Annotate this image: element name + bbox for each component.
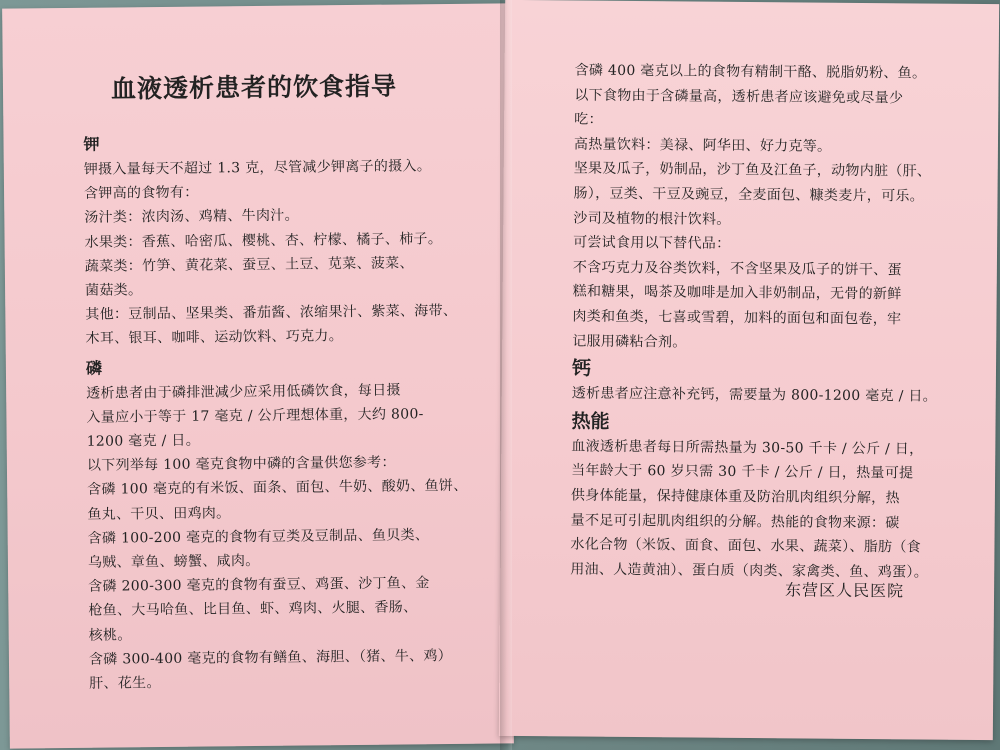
left-page: [2, 3, 514, 748]
text-line: 汤汁类：浓肉汤、鸡精、牛肉汁。: [84, 207, 299, 227]
text-line: 乌贼、章鱼、螃蟹、咸肉。: [87, 553, 260, 571]
document-title: 血液透析患者的饮食指导: [110, 71, 398, 104]
text-line: 肉类和鱼类，七喜或雪碧，加料的面包和面包卷，牢: [572, 308, 902, 328]
text-line: 含磷 200-300 毫克的食物有蚕豆、鸡蛋、沙丁鱼、金: [88, 575, 430, 596]
text-line: 吃：: [574, 111, 603, 128]
text-line: 血液透析患者每日所需热量为 30-50 千卡 / 公斤 / 日，: [571, 438, 924, 458]
text-line: 供身体能量，保持健康体重及防治肌肉组织分解，热: [570, 487, 900, 507]
energy-heading: 热能: [571, 410, 610, 433]
page-fold: [500, 0, 512, 750]
text-line: 肠），豆类、干豆及豌豆，全麦面包、糠类麦片，可乐。: [573, 185, 925, 205]
text-line: 枪鱼、大马哈鱼、比目鱼、虾、鸡肉、火腿、香肠、: [88, 599, 418, 620]
text-line: 水果类：香蕉、哈密瓜、樱桃、杏、柠檬、橘子、柿子。: [84, 230, 443, 251]
text-line: 当年龄大于 60 岁只需 30 千卡 / 公斤 / 日，热量可提: [571, 462, 914, 482]
text-line: 透析患者应注意补充钙，需要量为 800-1200 毫克 / 日。: [571, 385, 938, 405]
phosphorus-continued-section: [572, 58, 979, 357]
text-line: 核桃。: [88, 626, 132, 644]
text-line: 可尝试食用以下替代品：: [573, 234, 731, 252]
text-line: 木耳、银耳、咖啡、运动饮料、巧克力。: [85, 328, 344, 348]
text-line: 透析患者由于磷排泄减少应采用低磷饮食，每日摄: [86, 382, 401, 402]
text-line: 以下食物由于含磷量高，透析患者应该避免或尽量少: [574, 87, 904, 106]
text-line: 含钾高的食物有：: [84, 184, 199, 203]
text-line: 以下列举每 100 毫克食物中磷的含量供您参考：: [86, 454, 396, 475]
text-line: 不含巧克力及谷类饮料，不含坚果及瓜子的饼干、蛋: [572, 259, 902, 279]
right-page: [499, 0, 999, 740]
text-line: 含磷 100-200 毫克的食物有豆类及豆制品、鱼贝类、: [87, 527, 430, 547]
text-line: 高热量饮料：美禄、阿华田、好力克等。: [573, 136, 832, 155]
text-line: 量不足可引起肌肉组织的分解。热能的食物来源：碳: [570, 511, 900, 531]
text-line: 鱼丸、干贝、田鸡肉。: [87, 504, 231, 523]
energy-section: [570, 434, 975, 585]
calcium-section: [572, 382, 976, 410]
potassium-heading: 钾: [83, 134, 100, 154]
text-line: 水化合物（米饭、面食、面包、水果、蔬菜）、脂肪（食: [570, 536, 922, 556]
text-line: 沙司及植物的根汁饮料。: [573, 210, 731, 228]
hospital-signature: 东营区人民医院: [784, 580, 905, 601]
phosphorus-section: [86, 377, 499, 696]
text-line: 肝、花生。: [89, 675, 161, 692]
text-line: 含磷 100 毫克的有米饭、面条、面包、牛奶、酸奶、鱼饼、: [87, 478, 468, 499]
text-line: 钾摄入量每天不超过 1.3 克，尽管减少钾离子的摄入。: [83, 158, 432, 178]
text-line: 糕和糖果，喝茶及咖啡是加入非奶制品，无骨的新鲜: [572, 283, 902, 303]
text-line: 其他：豆制品、坚果类、番茄酱、浓缩果汁、紫菜、海带、: [85, 303, 458, 324]
text-line: 坚果及瓜子，奶制品，沙丁鱼及江鱼子，动物内脏（肝、: [573, 160, 932, 180]
text-line: 记服用磷粘合剂。: [572, 332, 687, 350]
text-line: 入量应小于等于 17 毫克 / 公斤理想体重，大约 800-: [86, 406, 424, 426]
text-line: 含磷 300-400 毫克的食物有鳝鱼、海胆、（猪、牛、鸡）: [88, 647, 453, 668]
text-line: 菌菇类。: [85, 282, 143, 299]
text-line: 用油、人造黄油）、蛋白质（肉类、家禽类、鱼、鸡蛋）。: [570, 561, 929, 581]
text-line: 含磷 400 毫克以上的食物有精制干酪、脱脂奶粉、鱼。: [574, 62, 927, 82]
phosphorus-heading: 磷: [85, 358, 103, 378]
text-line: 1200 毫克 / 日。: [86, 432, 201, 450]
calcium-heading: 钙: [571, 357, 592, 380]
text-line: 蔬菜类：竹笋、黄花菜、蚕豆、土豆、苋菜、菠菜、: [84, 255, 414, 275]
potassium-section: [84, 154, 496, 352]
